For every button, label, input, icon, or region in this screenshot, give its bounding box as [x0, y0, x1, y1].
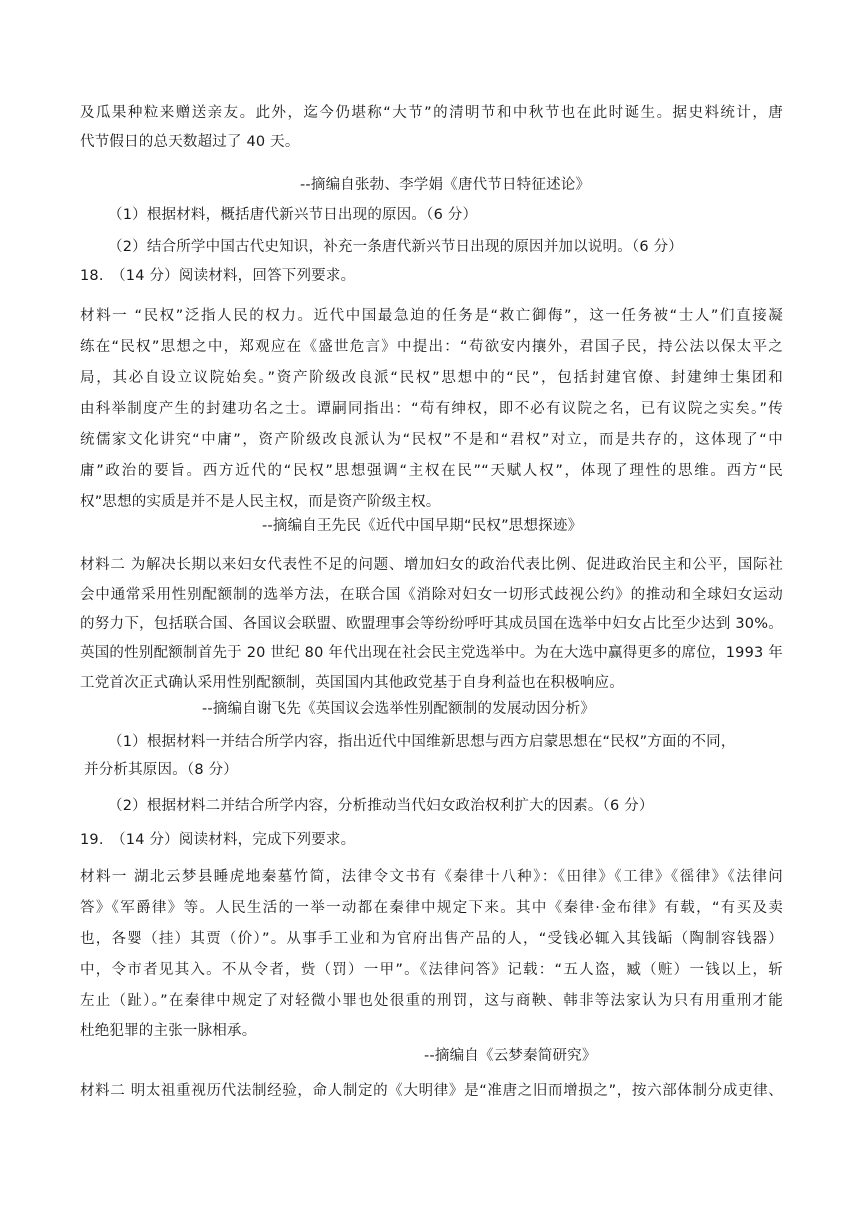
question-item: （2）结合所学中国古代史知识，补充一条唐代新兴节日出现的原因并加以说明。（6 分） [108, 239, 684, 255]
text-line: 由科举制度产生的封建功名之士。谭嗣同指出：“苟有绅权，即不必有议院之名，已有议院之实矣。”传 [80, 401, 783, 417]
text-line: 局，其必自设立议院始矣。”资产阶级改良派“民权”思想中的“民”，包括封建官僚、封建绅士集团和 [80, 370, 783, 386]
text-line: 英国的性别配额制首先于 20 世纪 80 年代出现在社会民主党选举中。为在大选中赢得更多的席位，1993 年 [80, 645, 783, 661]
text-line: 材料一 湖北云梦县睡虎地秦墓竹简，法律令文书有《秦律十八种》：《田律》《工律》《徭律》《法律问 [80, 869, 783, 885]
question-item: 并分析其原因。（8 分） [84, 762, 238, 778]
question-item: （2）根据材料二并结合所学内容，分析推动当代妇女政治权利扩大的因素。（6 分） [108, 798, 654, 814]
text-line: 代节假日的总天数超过了 40 天。 [80, 134, 300, 150]
question-heading: 18. （14 分）阅读材料，回答下列要求。 [80, 268, 356, 284]
text-line: 也，各婴（挂）其贾（价）”。从事手工业和为官府出售产品的人，“受钱必辄入其钱缿（陶制容钱器） [80, 931, 783, 947]
text-line: 庸”政治的要旨。西方近代的“民权”思想强调“主权在民”“天赋人权”，体现了理性的思维。西方“民 [80, 463, 783, 479]
source-citation: --摘编自谢飞先《英国议会选举性别配额制的发展动因分析》 [202, 701, 596, 717]
text-line: 材料二 明太祖重视历代法制经验，命人制定的《大明律》是“准唐之旧而增损之”，按六部体制分成吏律、 [80, 1083, 783, 1099]
text-line: 杜绝犯罪的主张一脉相承。 [80, 1023, 257, 1039]
text-line: 统儒家文化讲究“中庸”，资产阶级改良派认为“民权”不是和“君权”对立，而是共存的，这体现了“中 [80, 432, 783, 448]
source-citation: --摘编自王先民《近代中国早期“民权”思想探迹》 [262, 518, 583, 534]
text-line: 材料一 “民权”泛指人民的权力。近代中国最急迫的任务是“救亡御侮”，这一任务被“士人”们直接凝 [80, 308, 783, 324]
text-line: 会中通常采用性别配额制的选举方法，在联合国《消除对妇女一切形式歧视公约》的推动和全球妇女运动 [80, 587, 783, 603]
question-heading: 19. （14 分）阅读材料，完成下列要求。 [80, 832, 356, 848]
text-line: 及瓜果种粒来赠送亲友。此外，迄今仍堪称“大节”的清明节和中秋节也在此时诞生。据史料统计，唐 [80, 105, 783, 121]
source-citation: --摘编自张勃、李学娟《唐代节日特征述论》 [300, 177, 591, 193]
question-item: （1）根据材料一并结合所学内容，指出近代中国维新思想与西方启蒙思想在“民权”方面的不同， [108, 734, 736, 750]
text-line: 工党首次正式确认采用性别配额制，英国国内其他政党基于自身利益也在积极响应。 [80, 675, 624, 691]
text-line: 练在“民权”思想之中，郑观应在《盛世危言》中提出：“苟欲安内攘外，君国子民，持公法以保太平之 [80, 339, 783, 355]
text-line: 材料二 为解决长期以来妇女代表性不足的问题、增加妇女的政治代表比例、促进政治民主和公平，国际社 [80, 557, 783, 573]
text-line: 左止（趾）。”在秦律中规定了对轻微小罪也处很重的刑罚，这与商鞅、韩非等法家认为只有用重刑才能 [80, 993, 783, 1009]
question-item: （1）根据材料，概括唐代新兴节日出现的原因。（6 分） [108, 207, 478, 223]
text-line: 的努力下，包括联合国、各国议会联盟、欧盟理事会等纷纷呼吁其成员国在选举中妇女占比至少达到 30%。 [80, 616, 783, 632]
source-citation: --摘编自《云梦秦简研究》 [424, 1048, 597, 1064]
text-line: 答》《军爵律》等。人民生活的一举一动都在秦律中规定下来。其中《秦律·金布律》有载，“有买及卖 [80, 900, 783, 916]
text-line: 权”思想的实质是并不是人民主权，而是资产阶级主权。 [80, 494, 441, 510]
text-line: 中，令市者见其入。不从令者，赀（罚）一甲”。《法律问答》记载：“五人盗，臧（赃）一钱以上，斩 [80, 962, 783, 978]
